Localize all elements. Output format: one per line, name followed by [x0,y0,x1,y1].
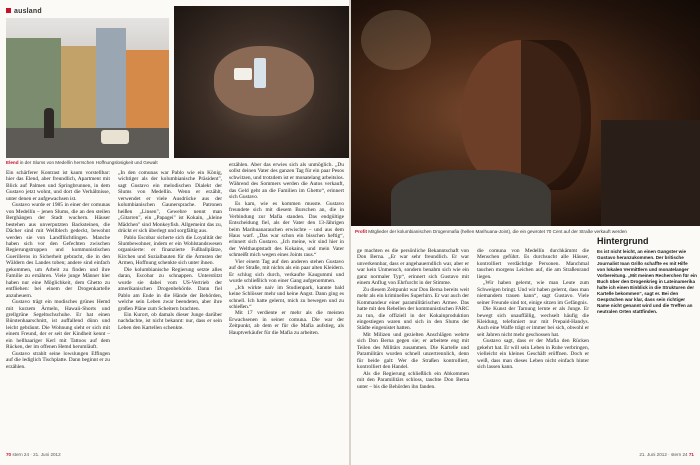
portrait-caption-label: Profit [355,229,367,234]
footer-right-text: 21. Juni 2012 · stern 24 [639,452,688,457]
hand-drugs-photo [174,6,349,158]
article-column-1 [6,170,110,442]
section-marker-icon [6,8,11,13]
left-page [0,0,349,465]
footer-left [6,452,61,457]
paragraph: Zu diesem Zeitpunkt war Don Berna bereits weit mehr als ein kriminelles Superhirn. Er war auch der Kommandeur einer paramilitärischen Armee. Das hatte mit den Rebellen der kommunistischen FARC zu tun, die offiziell in der Kokainproduktion eingestiegen waren und sich in den Slums der Städte eingenistet hatten. [357,286,469,332]
paragraph: Es kam, wie es kommen musste. Gustavo freundete sich mit diesem Burschen an, die in Verbindung zur Mafia standen. Das endgültige Entscheidung fiel, als der Vater den 13-Jährigen beim Marihuanarauchen erwischte – und aus dem Haus warf. „Das war schon ein bisschen heftig“, erinnert sich Gustavo. „Ich meine, wir sind hier in der Welthauptstadt des Kokains, und mein Vater schmeißt mich wegen eines Joints raus.“ [229,200,344,259]
footer-left-text: stern 24 · 21. Juni 2012 [12,452,61,457]
street-caption-text: in der Slums von Medellín herrschen Hoffnungslosigkeit und Gewalt [19,160,158,165]
paragraph: Die Kunst der Tarnung lernte er als Junge. Er bewegt sich unauffällig, wechselt häufig die Kleidung, telefoniert nur mit Prepaid-Handys. Auch eine Waffe trägt er immer bei sich, obwohl er seit Jahren nicht mehr geschossen hat. [477,306,589,338]
street-photo-caption [6,160,176,166]
paragraph: Ein schärferer Kontrast ist kaum vorstellbar: hier das Elend, aber freundlich, Apartment mit Blick auf Palmen und Springbrunnen, in dem Gustavo jetzt wohnt, und dort die Verhältnisse, unter denen er aufgewachsen ist. [6,170,110,202]
paragraph: Ein Kurort, ob damals dieser Junge darüber nachdachte, ist nicht bekannt: nur, dass er sein Leben den Kartellen schenkte. [118,311,222,331]
paragraph: „In den comunas war Pablo wie ein König, wichtiger als der kolumbianische Präsident", sagt Gustavo ein melodischen Dialekt der Slums von Medellín. Wenn er erzählt, verwendet er viele Ausdrücke aus der kolumbianischen Gaunersprache. Patronen heißen „Linsen", Gewehre nennt man „Gitarren", ein „Papagei" ist Kokain, „kleine Mädchen" sind Monkeyfish. Allgemeint das zu, drückt er sich überlegt und sorgfältig aus. [118,170,222,235]
portrait-caption-text: Mitglieder der kolumbianischen Drogenmafia (hellen Marihuana-Joint), die ein gewrotet 70 Cent auf der Straße verkauft werden [368,229,627,234]
portrait-photo [351,0,700,226]
paragraph: Pablo Escobar sicherte sich die Loyalität der Slumbewohner, indem er ein Wohlstandswesen organisierte: er finanzierte Fußballplätze, Kirchen und Sozialbauten für die Ärmsten der Armen, Hoffnung schenkte sich unter ihnen. [118,234,222,267]
paragraph: ge machten es die persönliche Bekanntschaft von Don Berna. „Er war sehr freundlich. Er war unverkennbar, dass er angehauerndlich war, aber er war kein Unmensch, sondern benahm sich wie ein ganz normaler Typ“, erinnert sich Gustavo mit einem Anflug von Ehrfurcht in der Stimme. [357,248,469,287]
street-photo [6,18,169,158]
background-sidebar [597,236,697,315]
paragraph: „Ich wirkte naiv im Studienpark, kannte bald keine Schlösser mehr und keine Angst. Dann ging es schnell. Ich hatte gelernt, mich zu bewegen und zu schießen.“ [229,284,344,310]
paragraph: Gustavo trägt ein modisches grünes Hemd mit kurzem Ärmeln, Hawaii-Shorts und grellgrüne Segeltuchschuhe. Er hat einen Bürstenhaarschnitt, ist auffallend dünn und leicht gebräunt. Die Wohnung sieht er sich mit einem Freund, der er seit der Kindheit kennt – ein hellhaariger Kerl mit Tattoos auf dem Rücken, der im offenen Hemd herumläuft. [6,299,110,351]
paragraph: Gustavo wurde er 1985 in einer der comunas von Medellín – jenen Slums, die an den steilen Berghängen der Stadt wuchern. Häuser bestehen aus unverputzten Backsteinen, die Dächer sind mit Wellblech gedeckt, bewohnt werden sie von Landflüchtlingen. Manche haben sich vor den Gefechten zwischen Regierungstruppen und kommunistischen Guerilleros in Sicherheit gebracht, die in den Wäldern des Landes toben; andere sind einfach gekommen, um Arbeit zu finden und ihre Familie zu ernähren. Viele junge Männer hier haben nur eine Möglichkeit, dem Ghetto zu entfliehen: bei einem der Drogenkartelle anzuheuern. [6,202,110,299]
article-column-3 [229,162,344,442]
paragraph: Mit Milizen und gezielten Anschlägen wehrte sich Don Berna gegen sie; er arbeitete eng mit Teilen des Militärs zusammen. Die Kartelle und Paramilitärs wurden schnell unzertrennlich, denn für beide galt: Wer die Straßen kontrolliert, kontrolliert den Handel. [357,331,469,371]
paragraph: „Wir haben gelernt, wie man Leute zum Schweigen bringt. Und wir haben gelernt, dass man niemandem trauen kann“, sagt Gustavo. Viele seiner Freunde sind tot, einige sitzen im Gefängnis. [477,280,589,306]
paragraph: erzählen. Aber das erwies sich als unmöglich. „Du sollst deinen Vater des ganzen Tag für ein paar Pesos schwitzen, und trotzdem ist er monatelang arbeitslos. Während des Sommers werden die Autos verkauft, das Geld geht an die Familien im Ghetto“, erinnert sich Gustavo. [229,162,344,201]
paragraph: die comuna von Medellín durchkämmt die Menschen geführt. Es durchsucht alle Häuser, kontrolliert verdächtige Personen. Manchmal tauchen morgens Leichen auf, die am Straßenrand liegen. [477,248,589,280]
portrait-photo-caption [355,229,700,235]
article-column-5 [477,248,589,443]
paragraph: Vier einem Tag auf den anderen stehen Gustavo auf der Straße, mit nichts als ein paar alten Kleidern. Er schlug sich durch, verkaufte Kaugummi und wurde schließlich von einer Gang aufgenommen. [229,258,344,285]
paragraph: Gustavo strahlt seine lowslungen Effingen auf die lediglich Tischplatte. Dann beginnt er zu erzählen. [6,350,110,370]
paragraph: Als die Regierung schließlich ein Abkommen mit den Paramilitärs schloss, tauchte Don Berna unter – bis die Behörden ihn fanden. [357,370,469,390]
page-number-left: 70 [6,452,12,457]
paragraph: Gustavo sagt, dass er der Mafia den Rücken gekehrt hat. Er will sein Leben in Ruhe verbringen, vielleicht ein kleines Geschäft eröffnen. Doch er weiß, dass man dieses Leben nicht einfach hinter sich lassen kann. [477,338,589,371]
article-column-2 [118,170,222,442]
section-tag-label: ausland [14,8,42,15]
footer-right [639,452,694,457]
page-number-right: 71 [688,452,694,457]
sidebar-title: Hintergrund [597,236,649,246]
street-caption-label: Elend [6,160,19,165]
sidebar-text: Es ist nicht leicht, an einen Gangster wie Gustavo heranzukommen. Der britische Journalist Ioan Grillo schaffte es mit Hilfe von lokalen Vermittlern und monatelanger Vorbereitung. „Mit meinen Recherchen für ein Buch über den Drogenkrieg in Lateinamerika halte ich einen Einblick in die Strukturen der Kartelle bekommen“, sagt er. Bei den Gesprächen war klar, dass sein richtiger Name nicht genannt wird und die Treffen an neutralen Orten stattfinden. [597,249,697,314]
section-tag [6,8,42,15]
article-column-4 [357,248,469,443]
paragraph: Mit 17 verdiente er mehr als die meisten Erwachsenen in seiner comuna. Die war der Zeitpunkt, ab dem er für die Mafia aufstieg, als Hauptverkäufer für die Mafia zu arbeiten. [229,310,344,336]
paragraph: Die kolumbianische Regierung setzte alles daran, Escobar zu schnappen. Unterstützt wurde sie dabei vom US-Vertrieb der amerikanischen Drogenbehörde. Dann fiel Pablo am Ende in die Hände der Behörden, welche sein Leben zwar beendeten, aber ihre großen Pläne zum Scheitern brachten. [118,266,222,312]
right-page [351,0,700,465]
